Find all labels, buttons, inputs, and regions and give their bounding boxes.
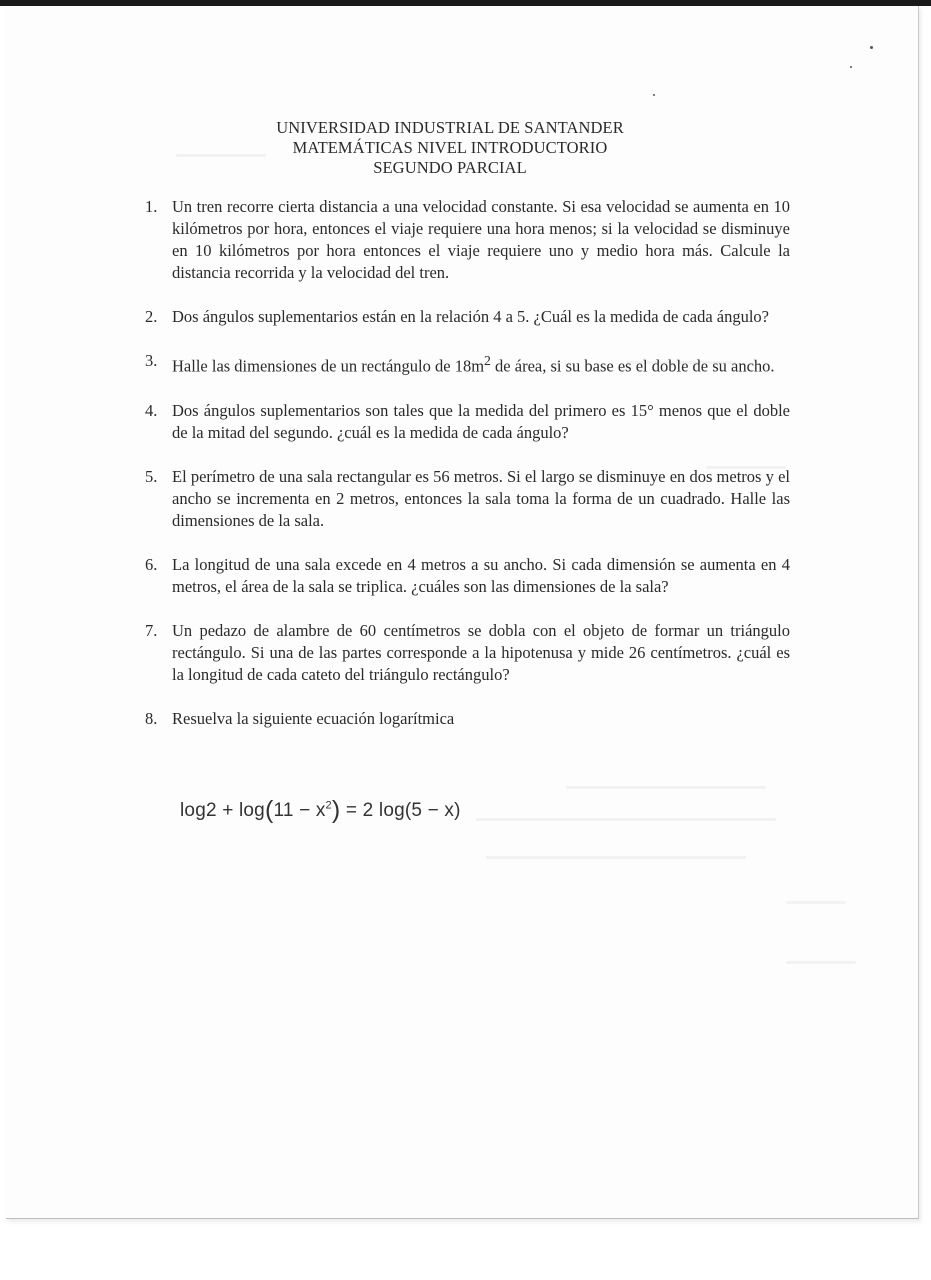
question-text-before: Halle las dimensiones de un rectángulo de 18m	[172, 356, 485, 376]
equation-part-1: log2 + log	[180, 800, 265, 821]
equation-inner: 11 − x	[273, 800, 326, 821]
question-text: El perímetro de una sala rectangular es 56 metros. Si el largo se disminuye en dos metros y el ancho se incrementa en 2 metros, entonces la sala toma la forma de un cuadrado. Halle las dimensiones de la sala.	[172, 466, 790, 530]
area-exponent: 2	[484, 353, 491, 368]
question-7	[140, 620, 790, 686]
question-number: 3.	[145, 351, 158, 370]
equation-part-2: = 2 log(5 − x)	[340, 800, 461, 821]
bleed-through-mark	[486, 856, 746, 859]
course-name: MATEMÁTICAS NIVEL INTRODUCTORIO	[292, 138, 608, 157]
question-text-after: de área, si su base es el doble de su ancho.	[490, 356, 775, 376]
bleed-through-mark	[786, 961, 856, 964]
scan-speck	[850, 66, 852, 68]
bleed-through-mark	[476, 818, 776, 821]
question-4	[140, 400, 790, 444]
scan-speck	[870, 46, 873, 49]
question-number: 7.	[145, 620, 158, 640]
equation-open-paren: (	[264, 796, 274, 824]
exam-title: SEGUNDO PARCIAL	[373, 158, 527, 177]
question-text: Un tren recorre cierta distancia a una velocidad constante. Si esa velocidad se aumenta en 10 kilómetros por hora, entonces el viaje requiere una hora menos; si la velocidad se disminuye en 10 kilómetros por hora entonces el viaje requiere uno y medio hora más. Calcule la distancia recorrida y la velocidad del tren.	[172, 197, 790, 282]
question-text: Un pedazo de alambre de 60 centímetros se dobla con el objeto de formar un triángulo rectángulo. Si una de las partes corresponde a la hipotenusa y mide 26 centímetros. ¿cuál es la longitud de cada cateto del triángulo rectángulo?	[172, 620, 790, 684]
university-name: UNIVERSIDAD INDUSTRIAL DE SANTANDER	[276, 118, 624, 137]
exam-header	[180, 118, 720, 178]
logarithmic-equation	[180, 796, 461, 825]
question-number: 4.	[145, 400, 158, 420]
equation-power: 2	[325, 799, 332, 812]
question-number: 5.	[145, 466, 158, 486]
question-text: Dos ángulos suplementarios son tales que la medida del primero es 15° menos que el doble de la mitad del segundo. ¿cuál es la medida de cada ángulo?	[172, 400, 790, 442]
question-number: 1.	[145, 197, 158, 216]
question-text: La longitud de una sala excede en 4 metros a su ancho. Si cada dimensión se aumenta en 4 metros, el área de la sala se triplica. ¿cuáles son las dimensiones de la sala?	[172, 554, 790, 596]
question-text: Dos ángulos suplementarios están en la relación 4 a 5. ¿Cuál es la medida de cada ángulo?	[172, 307, 770, 326]
question-1	[140, 196, 790, 284]
bleed-through-mark	[566, 786, 766, 789]
scan-speck	[653, 94, 655, 96]
question-3	[140, 350, 790, 378]
question-2	[140, 306, 790, 328]
equation-close-paren: )	[331, 796, 341, 824]
question-6	[140, 554, 790, 598]
question-number: 2.	[145, 307, 158, 326]
question-5	[140, 466, 790, 532]
question-list	[140, 196, 790, 752]
bleed-through-mark	[786, 901, 846, 904]
question-text: Resuelva la siguiente ecuación logarítmica	[172, 708, 455, 728]
question-number: 6.	[145, 554, 158, 574]
question-number: 8.	[145, 708, 158, 728]
question-8	[140, 708, 790, 730]
